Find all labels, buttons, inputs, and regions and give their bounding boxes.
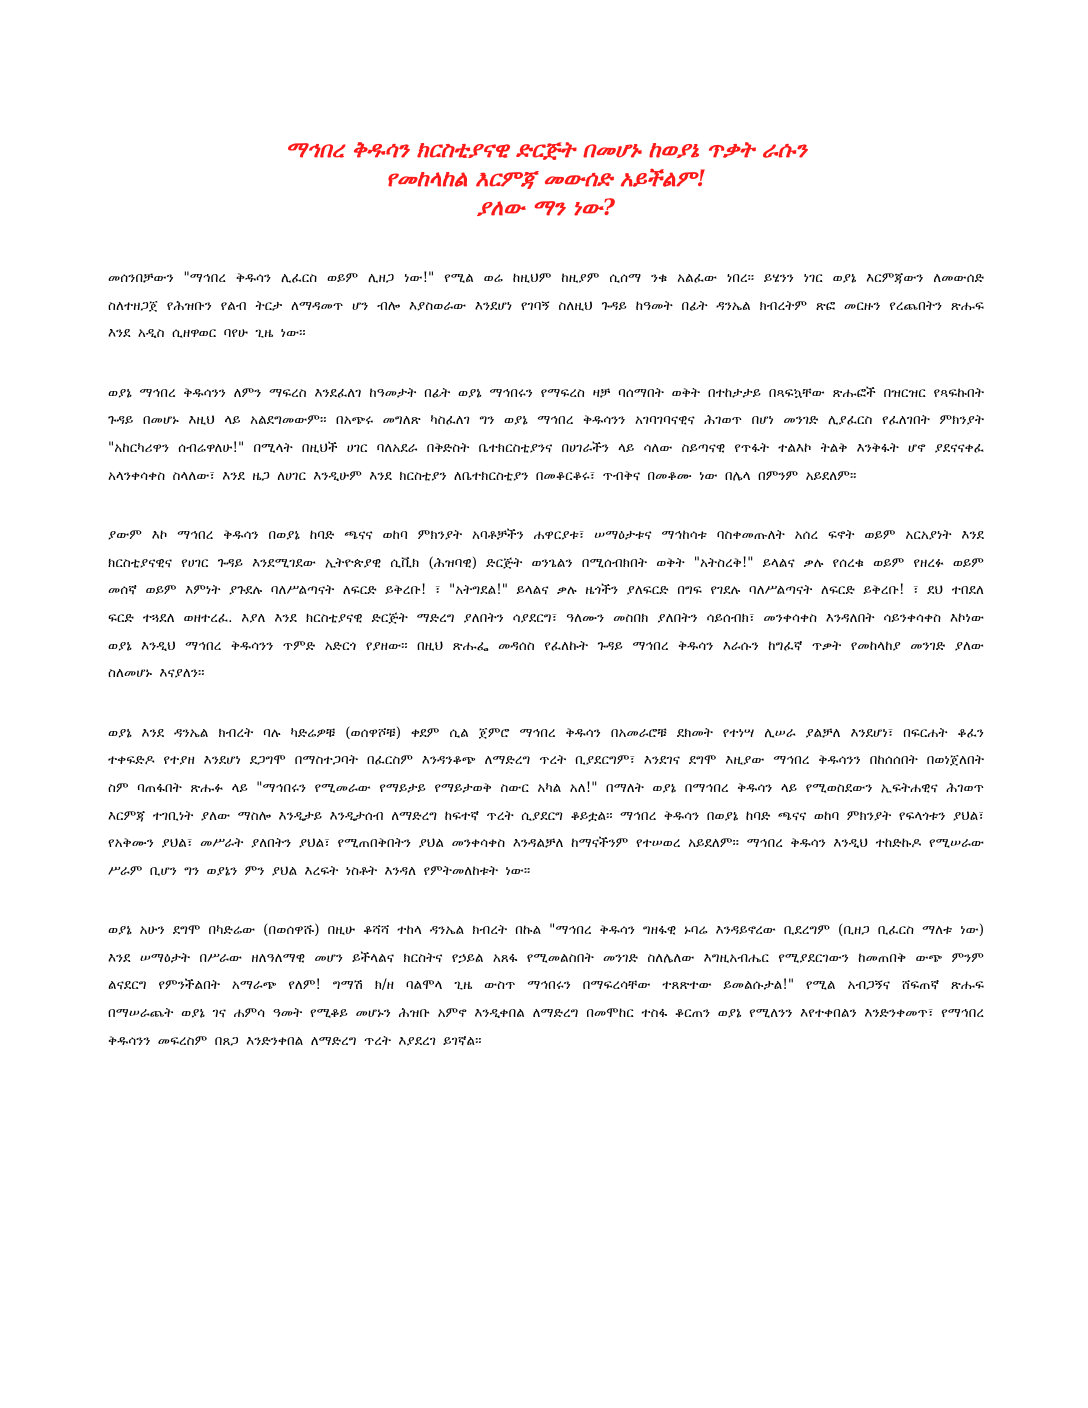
paragraph-3: ያውም እኮ ማኅበረ ቅዱሳን በወያኔ ከባድ ጫናና ወከባ ምክንያት አባቶቻችን ሐዋርያቱ፣ ሠማዕታቱና ማኅከሳቱ ባስቀመጡለት አሰረ ፍኖት ወይም አርአያነት እንደ ክርስቲያናዊና የሀገር ጉዳይ እንደሚገደው ኢትዮጵያዊ ሲቪክ (ሕዝባዊ) ድርጅት ወንጌልን በሚሰብክበት ወቅት "አትስረቅ!" ይላልና ቃሉ የሰረቁ ወይም የዘረፉ ወይም መሰኛ ወይም እምነት ያጉደሉ ባለሥልጣናት ለፍርድ ይቅረቡ! ፣ "አትግደል!" ይላልና ቃሉ ዜጎችን ያለፍርድ በግፍ የገደሉ ባለሥልጣናት ለፍርድ ይቅረቡ! ፣ ደህ ተበደለ ፍርድ ተጓደለ ወዘተረፈ. እያለ እንደ ክርስቲያናዊ ድርጅት ማድረግ ያለበትን ሳያደርግ፣ ዓለሙን መስበክ ያለበትን ሳይሰብክ፣ መንቀሳቀስ እንዳለበት ሳይንቀሳቀስ እኮነው ወያኔ እንዲህ ማኅበረ ቅዱሳንን ጥምድ አድርጎ የያዘው፡፡ በዚህ ጽሑፌ መዳሰስ የፈለኩት ጉዳይ ማኅበረ ቅዱሳን እራሱን ከግፈኛ ጥቃት የመከላከያ መንገድ ያለው ስለመሆኑ እናያለን፡፡: [108, 527, 984, 682]
paragraph-5: ወያኔ አሁን ደግሞ በካድሬው (በወሰዋሹ) በዚሁ ቆሻሻ ተከላ ዳንኤል ክብረት በኩል "ማኅበረ ቅዱሳን ግዘፋዊ ኑባሬ እንዳይኖረው ቢደረግም (ቢዘጋ ቢፈርስ ማለቱ ነው) እንደ ሠማዕታት በሥራው ዘለዓለማዊ መሆን ይችላልና ክርስትና የኃይል አጸፋ የሚመልስበት መንገድ ስለሌለው እግዚአብሔር የሚያደርገውን ከመጠበቅ ውጭ ምንም ልናደርግ የምንችልበት አማራጭ የለም! ግማሽ ክ/ዘ ባልሞላ ጊዜ ውስጥ ማኅበሩን በማፍረሳቸው ተጸጽተው ይመልሱታል!" የሚል አብጋኝና ሸፍጠኛ ጽሑፍ በማሠራጨት ወያኔ ገና ሐምሳ ዓመት የሚቆይ መሆኑን ሕዝቡ አምኖ እንዲቀበል ለማድረግ በመሞከር ተስፋ ቆርጠን ወያኔ የሚለንን እየተቀበልን እንድንቀመጥ፣ የማኅበረ ቅዱሳንን መፍረስም በጸጋ እንድንቀበል ለማድረግ ጥረት እያደረገ ይገኛል፡፡: [108, 922, 984, 1049]
paragraph-4: ወያኔ እንደ ዳንኤል ክብረት ባሉ ካድሬዎቹ (ወሰዋሾቹ) ቀደም ሲል ጀምሮ ማኅበረ ቅዱሳን በአመራሮቹ ደክመት የተነሣ ሊሠራ ያልቻለ እንደሆነ፣ በፍርሐት ቆፈን ተቀፍድዶ የተያዘ እንደሆነ ደጋግሞ በማስተጋባት በፈርስም እንዳንቆጭ ለማድረግ ጥረት ቢያደርግም፣ እንደገና ደግሞ እዚያው ማኅበረ ቅዱሳንን በከሰሰበት በወነጀለበት ስም ባጠፋበት ጽሑፉ ላይ "ማኅበሩን የሚመራው የማይታይ የማይታወቅ ስውር አካል አለ!" በማለት ወያኔ በማኅበረ ቅዱሳን ላይ የሚወስደውን ኢፍትሐዊና ሕገወጥ እርምጃ ተገቢነት ያለው ማስሎ እንዲታይ እንዲታሰብ ለማድረግ ከፍተኛ ጥረት ሲያደርግ ቆይቷል፡፡ ማኅበረ ቅዱሳን በወያኔ ከባድ ጫናና ወከባ ምክንያት የፍላጎቱን ያህል፣ የአቅሙን ያህል፣ መሥራት ያለበትን ያህል፣ የሚጠበቅበትን ያህል መንቀሳቀስ እንዳልቻለ ከማናችንም የተሠወረ አይደለም፡፡ ማኅበረ ቅዱሳን እንዲህ ተከድኩዶ የሚሠራው ሥራም ቢሆን ግን ወያኔን ምን ያህል እረፍት ነስቶት እንዳለ የምትመለከቱት ነው፡፡: [108, 724, 984, 879]
document-title: [108, 136, 984, 223]
title-line-1: ማኅበረ ቅዱሳን ክርስቲያናዊ ድርጅት በመሆኑ ከወያኔ ጥቃት ራሱን: [285, 137, 807, 163]
document-body: [108, 265, 984, 1055]
paragraph-2: ወያኔ ማኅበረ ቅዱሳንን ለምን ማፍረስ እንደፈለገ ከዓመታት በፊት ወያኔ ማኅበሩን የማፍረስ ዛቻ ባሰማበት ወቅት በተከታታይ በጻፍኳቸው ጽሑፎች በዝርዝር የጻፍኩበት ጉዳይ በመሆኑ እዚህ ላይ አልደግመውም፡፡ በአጭሩ መግለጽ ካስፈለገ ግን ወያኔ ማኅበረ ቅዱሳንን አገባገባናዊና ሕገወጥ በሆነ መንገድ ሊያፈርስ የፈለገበት ምክንያት "አከርካሪዋን ሰብሬዋለሁ!" በሚላት በዚህች ሀገር ባለአደራ በቅድስት ቤተክርስቲያንና በሀገራችን ላይ ሳለው ስይጣናዊ የጥፋት ተልእኮ ትልቅ እንቅፋት ሆኖ ያደናናቀፈ አላንቀሳቀስ ስላለው፣ እንደ ዜጋ ለሀገር እንዲሁም እንደ ክርስቲያን ለቤተክርስቲያን በመቆርቆሩ፣ ጥብቅና በመቆሙ ነው በሌላ በምንም አይደለም፡፡: [108, 384, 984, 484]
title-line-3: ያለው ማን ነው?: [476, 195, 616, 221]
title-line-2: የመከላከል እርምጃ መውሰድ አይችልም!: [385, 166, 707, 192]
paragraph-1: መሰንበቻውን "ማኅበረ ቅዱሳን ሊፈርስ ወይም ሊዘጋ ነው!" የሚል ወሬ ከዚህም ከዚያም ሲሰማ ንቁ አልፈው ነበረ፡፡ ይሄንን ነገር ወያኔ እርምጃውን ለመውሰድ ስለተዘጋጀ የሕዝቡን የልብ ትርታ ለማዳመጥ ሆን ብሎ እያስወራው እንደሆነ የገባኝ ስለዚህ ጉዳይ ከዓመት በፊት ዳንኤል ክብረትም ጽፎ መርዙን የረጨበትን ጽሑፍ እንደ አዲስ ሲዘዋወር ባየሁ ጊዜ ነው፡፡: [108, 270, 984, 342]
